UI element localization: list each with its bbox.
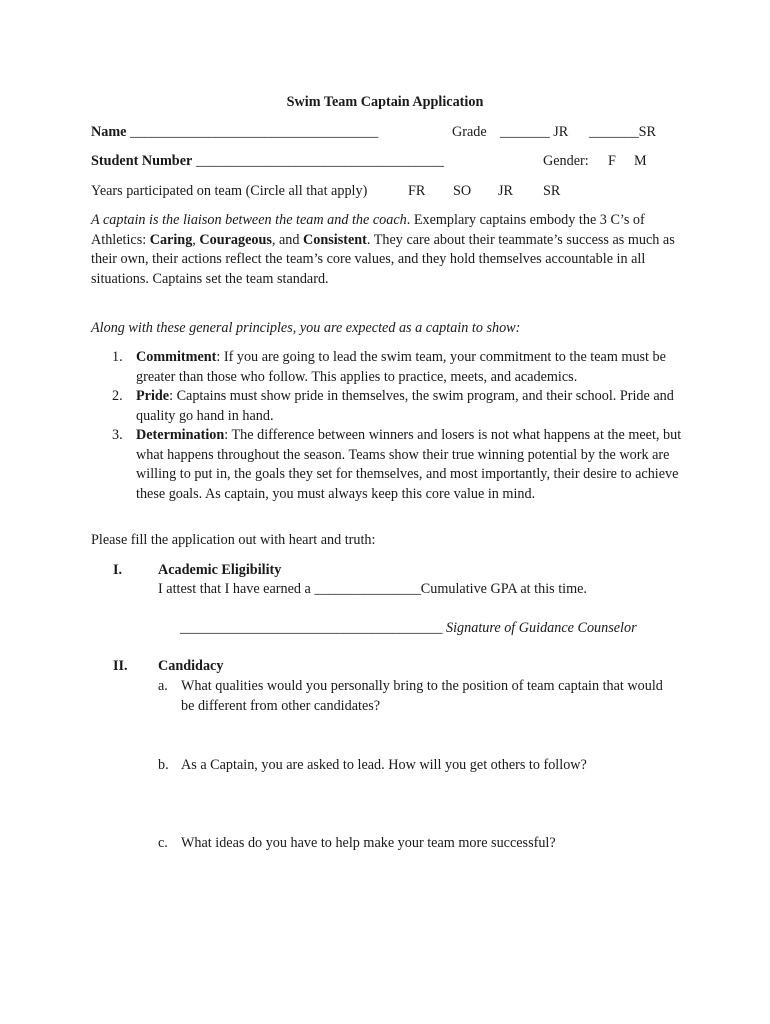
section-title-text: Academic Eligibility <box>158 562 282 578</box>
principle-text: : The difference between winners and losers is not what happens at the meet, but what happens throughout the season. Teams show their true winning potential by the work are willing to put in, the goals they set for themselves, and most importantly, their desire to achieve these goals. As captain, you must always keep this core value in mind. <box>136 427 682 502</box>
year-option-sr[interactable]: SR <box>543 183 561 199</box>
section-number: I. <box>113 562 123 578</box>
list-item <box>91 387 691 426</box>
principle-text: : Captains must show pride in themselves, the swim program, and their school. Pride and quality go hand in hand. <box>136 388 674 424</box>
question-letter: b. <box>158 757 169 773</box>
principle-term: Pride <box>136 388 170 404</box>
grade-jr-option[interactable]: _______ JR <box>500 124 569 140</box>
signature-blank[interactable]: _____________________________________ <box>180 620 443 636</box>
intro-italic-lead: A captain is the liaison between the team and the coach <box>91 212 407 228</box>
intro-text: . They care about their teammate’s success as much as their own, their actions reflect the team’s core values, and they hold themselves accountable in all situations. Captains set the team standard. <box>91 231 675 287</box>
principle-term: Determination <box>136 427 225 443</box>
question-text: As a Captain, you are asked to lead. How will you get others to follow? <box>181 757 587 773</box>
year-option-fr[interactable]: FR <box>408 183 426 199</box>
c-courageous: Courageous <box>199 231 272 248</box>
years-label: Years participated on team (Circle all that apply) <box>91 183 368 199</box>
grade-label: Grade <box>452 124 487 140</box>
signature-line <box>180 619 637 639</box>
instruction-text: Please fill the application out with heart and truth: <box>91 532 376 548</box>
expectations-heading-text: Along with these general principles, you are expected as a captain to show: <box>91 320 521 336</box>
intro-sep: , and <box>271 231 304 248</box>
name-label: Name <box>91 124 127 140</box>
expectations-heading <box>91 319 520 339</box>
c-consistent: Consistent <box>303 231 367 248</box>
question-letter: c. <box>158 835 168 851</box>
gpa-blank[interactable]: _______________ <box>314 581 421 597</box>
name-field <box>91 123 378 143</box>
principle-text: : If you are going to lead the swim team, your commitment to the team must be greater than those who follow. This applies to practice, meets, and academics. <box>136 349 666 385</box>
intro-sep: , <box>192 231 200 248</box>
gpa-attestation <box>158 580 587 600</box>
question-text: What ideas do you have to help make your team more successful? <box>181 835 556 851</box>
signature-label: Signature of Guidance Counselor <box>446 620 637 636</box>
gender-label: Gender: <box>543 153 589 169</box>
list-number: 3. <box>112 427 123 443</box>
student-number-field <box>91 152 444 172</box>
question-text: What qualities would you personally bring to the position of team captain that would be different from other candidates? <box>181 678 663 714</box>
name-blank[interactable]: ___________________________________ <box>130 124 379 140</box>
section-title-text: Candidacy <box>158 658 224 674</box>
c-caring: Caring <box>149 231 193 248</box>
attest-suffix: Cumulative GPA at this time. <box>420 581 587 597</box>
list-item <box>91 426 691 504</box>
student-number-label: Student Number <box>91 153 193 169</box>
attest-prefix: I attest that I have earned a <box>158 581 315 597</box>
gender-option-f[interactable]: F <box>608 153 616 169</box>
list-number: 2. <box>112 388 123 404</box>
list-item <box>91 348 691 387</box>
year-option-so[interactable]: SO <box>453 183 472 199</box>
gender-option-m[interactable]: M <box>634 153 647 169</box>
intro-text: . Exemplary captains embody the 3 C’s of Athletics: <box>91 212 645 248</box>
principles-list <box>91 348 691 504</box>
year-option-jr[interactable]: JR <box>498 183 513 199</box>
page-title: Swim Team Captain Application <box>286 94 484 110</box>
question-letter: a. <box>158 678 168 694</box>
section-title <box>158 657 223 677</box>
grade-sr-option[interactable]: _______SR <box>589 124 657 140</box>
section-number: II. <box>113 658 128 674</box>
intro-paragraph <box>91 211 683 289</box>
principle-term: Commitment <box>136 349 217 365</box>
list-number: 1. <box>112 349 123 365</box>
section-title <box>158 561 281 581</box>
student-number-blank[interactable]: ___________________________________ <box>195 153 445 169</box>
